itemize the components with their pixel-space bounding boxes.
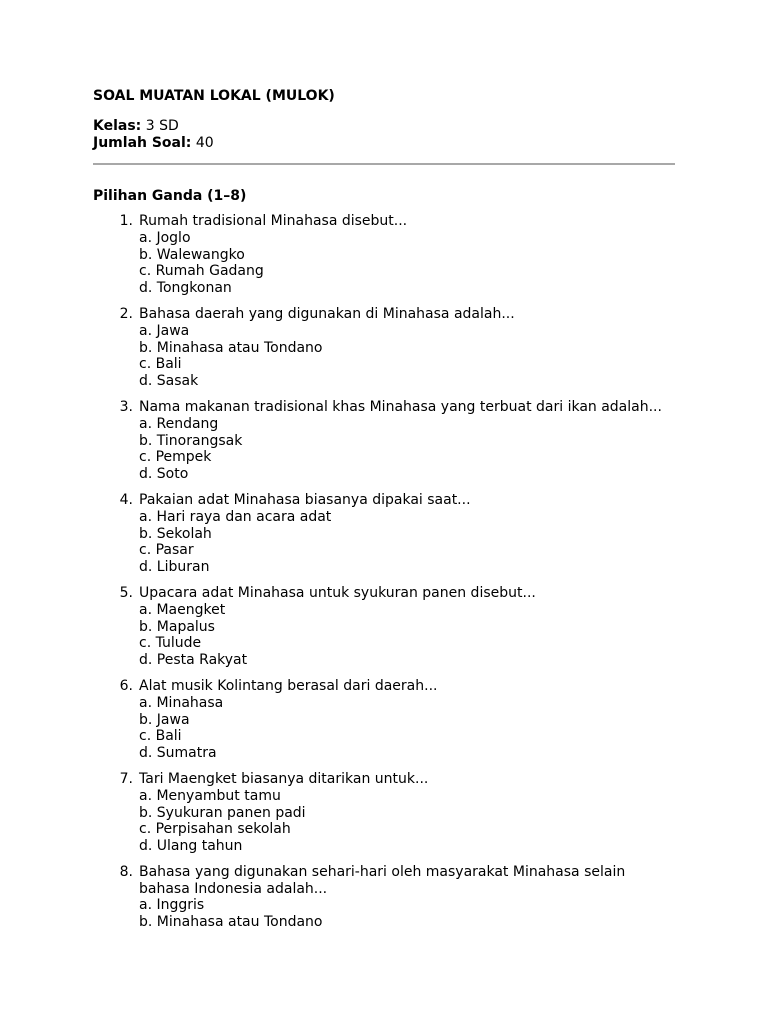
answer-option: b. Minahasa atau Tondano: [139, 914, 323, 931]
divider-line: [93, 163, 675, 165]
question-text: Alat musik Kolintang berasal dari daerah...: [139, 677, 438, 694]
question-item: [93, 864, 675, 931]
question-item: [93, 399, 675, 483]
question-text: Upacara adat Minahasa untuk syukuran panen disebut...: [139, 584, 536, 601]
meta-jumlah-soal: [93, 135, 675, 152]
answer-option: a. Minahasa: [139, 694, 224, 711]
question-item: [93, 213, 675, 297]
question-text: Pakaian adat Minahasa biasanya dipakai saat...: [139, 491, 471, 508]
answer-option: c. Pasar: [139, 542, 194, 559]
question-item: [93, 585, 675, 669]
meta-jumlah-soal-label: Jumlah Soal:: [93, 135, 192, 151]
question-number: 4.: [119, 491, 133, 508]
question-item: [93, 306, 675, 390]
question-text: Bahasa daerah yang digunakan di Minahasa adalah...: [139, 305, 515, 322]
answer-option: b. Syukuran panen padi: [139, 804, 306, 821]
answer-option: d. Sasak: [139, 373, 199, 390]
answer-option: d. Liburan: [139, 559, 210, 576]
meta-kelas-label: Kelas:: [93, 118, 142, 134]
answer-option: a. Joglo: [139, 229, 191, 246]
question-item: [93, 678, 675, 762]
answer-option: b. Minahasa atau Tondano: [139, 339, 323, 356]
document-content: [93, 86, 675, 940]
question-number: 1.: [119, 213, 133, 229]
question-text: Nama makanan tradisional khas Minahasa yang terbuat dari ikan adalah...: [139, 398, 662, 415]
answer-option: b. Walewangko: [139, 246, 245, 263]
question-number: 2.: [119, 305, 133, 322]
answer-option: a. Rendang: [139, 415, 219, 432]
question-text: Bahasa yang digunakan sehari-hari oleh masyarakat Minahasa selain bahasa Indonesia adalah...: [139, 863, 626, 897]
answer-option: d. Pesta Rakyat: [139, 652, 248, 669]
answer-option: a. Jawa: [139, 322, 190, 339]
section-title: Pilihan Ganda (1–8): [93, 188, 247, 204]
question-number: 6.: [119, 677, 133, 694]
meta-jumlah-soal-value: 40: [195, 135, 214, 151]
meta-kelas: [93, 118, 675, 135]
answer-option: d. Tongkonan: [139, 280, 232, 297]
document-meta: [93, 118, 675, 152]
answer-option: c. Rumah Gadang: [139, 263, 264, 280]
answer-option: c. Perpisahan sekolah: [139, 821, 291, 838]
answer-option: a. Inggris: [139, 897, 205, 914]
answer-option: c. Bali: [139, 728, 182, 745]
question-number: 8.: [119, 863, 133, 880]
answer-option: b. Sekolah: [139, 525, 212, 542]
question-item: [93, 492, 675, 576]
answer-option: b. Jawa: [139, 711, 190, 728]
answer-option: d. Soto: [139, 466, 189, 483]
question-number: 3.: [119, 398, 133, 415]
answer-option: c. Pempek: [139, 449, 212, 466]
meta-kelas-value: 3 SD: [145, 118, 179, 134]
answer-option: b. Tinorangsak: [139, 432, 243, 449]
question-list: [93, 213, 675, 931]
answer-option: d. Ulang tahun: [139, 838, 243, 855]
answer-option: d. Sumatra: [139, 745, 217, 762]
question-item: [93, 771, 675, 855]
answer-option: c. Bali: [139, 356, 182, 373]
question-text: Rumah tradisional Minahasa disebut...: [139, 213, 408, 229]
answer-option: a. Maengket: [139, 601, 226, 618]
answer-option: b. Mapalus: [139, 618, 215, 635]
document-title: SOAL MUATAN LOKAL (MULOK): [93, 88, 335, 104]
answer-option: c. Tulude: [139, 635, 202, 652]
question-number: 7.: [119, 770, 133, 787]
question-number: 5.: [119, 584, 133, 601]
answer-option: a. Menyambut tamu: [139, 787, 281, 804]
answer-option: a. Hari raya dan acara adat: [139, 508, 332, 525]
question-text: Tari Maengket biasanya ditarikan untuk...: [139, 770, 429, 787]
